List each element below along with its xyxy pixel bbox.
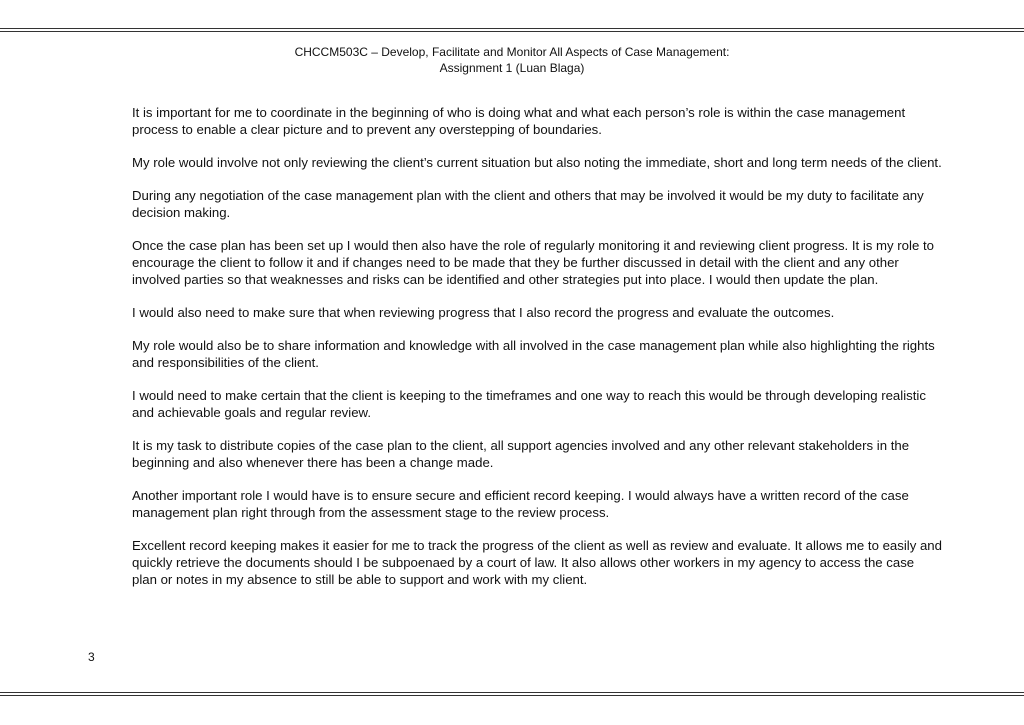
document-header [0,44,1024,76]
paragraph: During any negotiation of the case management plan with the client and others that may be involved it would be my duty to facilitate any decision making. [132,188,924,220]
paragraph: I would also need to make sure that when reviewing progress that I also record the progress and evaluate the outcomes. [132,305,835,320]
paragraph: Excellent record keeping makes it easier for me to track the progress of the client as well as review and evaluate. It allows me to easily and quickly retrieve the documents should I be subpoenaed by a court of law. It also allows other workers in my agency to access the case plan or notes in my absence to still be able to support and work with my client. [132,538,942,587]
document-body [132,104,942,604]
paragraph: It is important for me to coordinate in the beginning of who is doing what and what each person’s role is within the case management process to enable a clear picture and to prevent any overstepping of boundaries. [132,105,906,137]
paragraph: It is my task to distribute copies of the case plan to the client, all support agencies involved and any other relevant stakeholders in the beginning and also whenever there has been a change made. [132,438,910,470]
paragraph: My role would also be to share information and knowledge with all involved in the case management plan while also highlighting the rights and responsibilities of the client. [132,338,935,370]
page-number: 3 [88,650,95,664]
header-subtitle: Assignment 1 (Luan Blaga) [439,61,585,75]
header-title: CHCCM503C – Develop, Facilitate and Monitor All Aspects of Case Management: [294,45,730,59]
paragraph: Once the case plan has been set up I would then also have the role of regularly monitoring it and reviewing client progress. It is my role to encourage the client to follow it and if changes need to be made that they be further discussed in detail with the client and any other involved parties so that weaknesses and risks can be identified and other strategies put into place. I would then update the plan. [132,238,934,287]
top-rule [0,28,1024,32]
paragraph: My role would involve not only reviewing the client’s current situation but also noting the immediate, short and long term needs of the client. [132,155,942,170]
bottom-rule [0,692,1024,696]
paragraph: Another important role I would have is to ensure secure and efficient record keeping. I would always have a written record of the case management plan right through from the assessment stage to the review process. [132,488,909,520]
paragraph: I would need to make certain that the client is keeping to the timeframes and one way to reach this would be through developing realistic and achievable goals and regular review. [132,388,926,420]
